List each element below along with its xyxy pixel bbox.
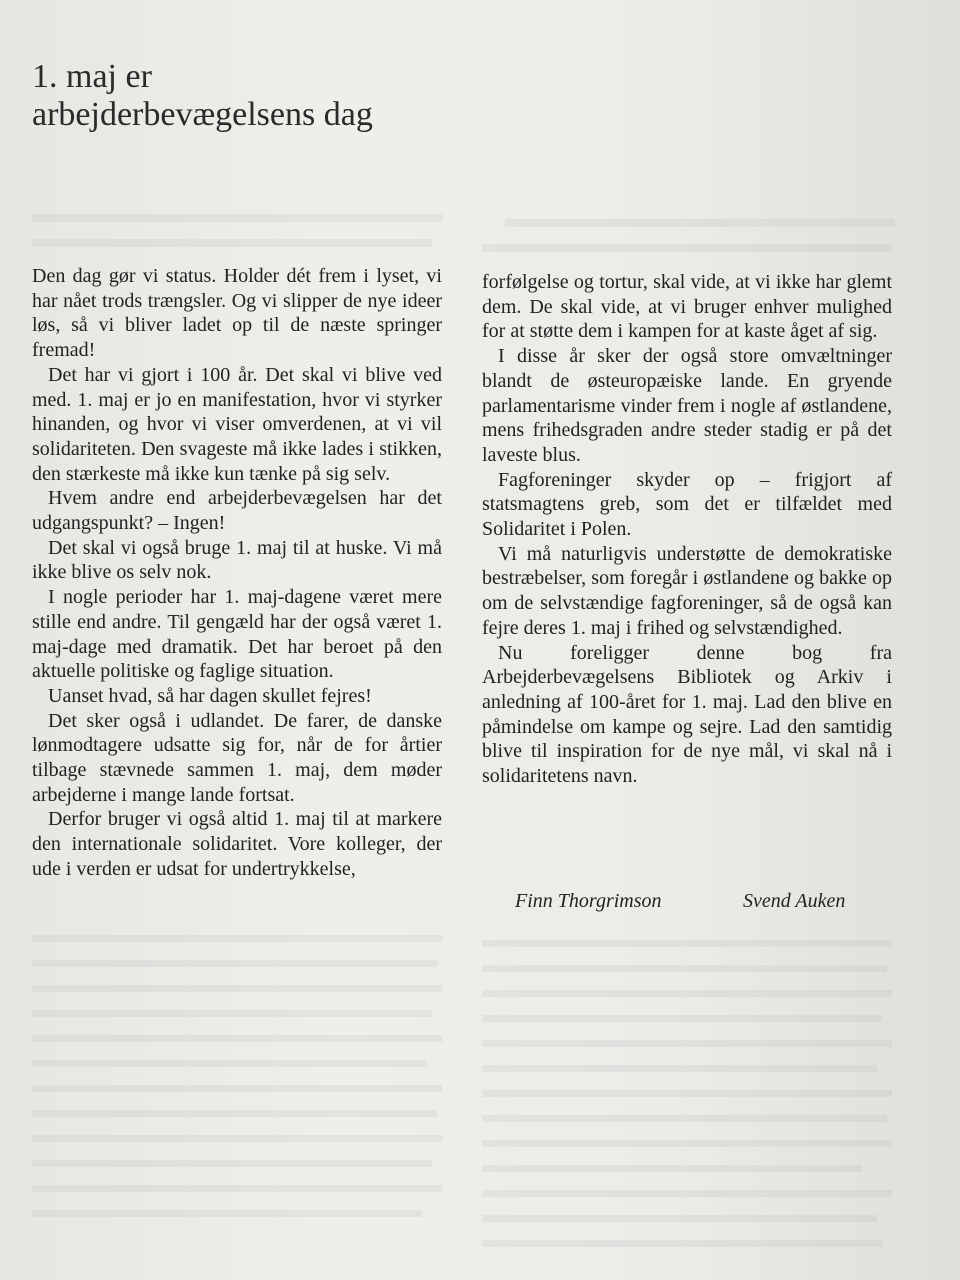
paragraph: Fagforeninger skyder op – frigjort af statsmagtens greb, som det er tilfældet med Solidaritet i Polen. [482, 468, 892, 541]
paragraph: Den dag gør vi status. Holder dét frem i lyset, vi har nået trods trængsler. Og vi slipper de nye ideer løs, så vi bliver ladet op til de næste springer fremad! [32, 265, 442, 362]
signature-first: Finn Thorgrimson [515, 890, 662, 912]
left-column [32, 264, 442, 882]
paragraph: Uanset hvad, så har dagen skullet fejres! [48, 684, 372, 707]
title-line-1: 1. maj er [32, 58, 152, 95]
paragraph: Derfor bruger vi også altid 1. maj til at markere den internationale solidaritet. Vore kolleger, der ude i verden er udsat for undertrykkelse, [32, 808, 442, 880]
paragraph: Nu foreligger denne bog fra Arbejderbevægelsens Bibliotek og Arkiv i anledning af 100-året for 1. maj. Lad den blive en påmindelse om kampe og sejre. Lad den samtidig blive til inspiration for de nye mål, vi skal nå i solidaritetens navn. [482, 641, 892, 788]
paragraph: Det sker også i udlandet. De farer, de danske lønmodtagere udsatte sig for, når de for årtier tilbage stævnede sammen 1. maj, dem møder arbejderne i mange lande fortsat. [32, 709, 442, 806]
title-line-2: arbejderbevægelsens dag [32, 96, 373, 133]
right-column [482, 270, 892, 789]
paragraph: Det har vi gjort i 100 år. Det skal vi blive ved med. 1. maj er jo en manifestation, hvor vi styrker hinanden, og hvor vi viser omverdenen, at vi vil solidariteten. Den svageste må ikke lades i stikken, den stærkeste må ikke kun tænke på sig selv. [32, 363, 442, 485]
paragraph: forfølgelse og tortur, skal vide, at vi ikke har glemt dem. De skal vide, at vi bruger enhver mulighed for at støtte dem i kampen for at kaste åget af sig. [482, 271, 892, 343]
signature-second: Svend Auken [743, 890, 846, 912]
page-title [32, 58, 592, 134]
paragraph: Det skal vi også bruge 1. maj til at huske. Vi må ikke blive os selv nok. [32, 536, 442, 584]
paragraph: Vi må naturligvis understøtte de demokratiske bestræbelser, som foregår i østlandene og bakke op om de selvstændige fagforeninger, så de også kan fejre deres 1. maj i frihed og selvstændighed. [482, 542, 892, 639]
paragraph: I nogle perioder har 1. maj-dagene været mere stille end andre. Til gengæld har der også været 1. maj-dage med dramatik. Det har beroet på den aktuelle politiske og faglige situation. [32, 586, 442, 683]
paragraph: Hvem andre end arbejderbevægelsen har det udgangspunkt? – Ingen! [32, 487, 442, 535]
paragraph: I disse år sker der også store omvæltninger blandt de østeuropæiske lande. En gryende parlamentarisme vinder frem i nogle af østlandene, mens frihedsgraden andre steder stadig er på det laveste blus. [482, 345, 892, 466]
